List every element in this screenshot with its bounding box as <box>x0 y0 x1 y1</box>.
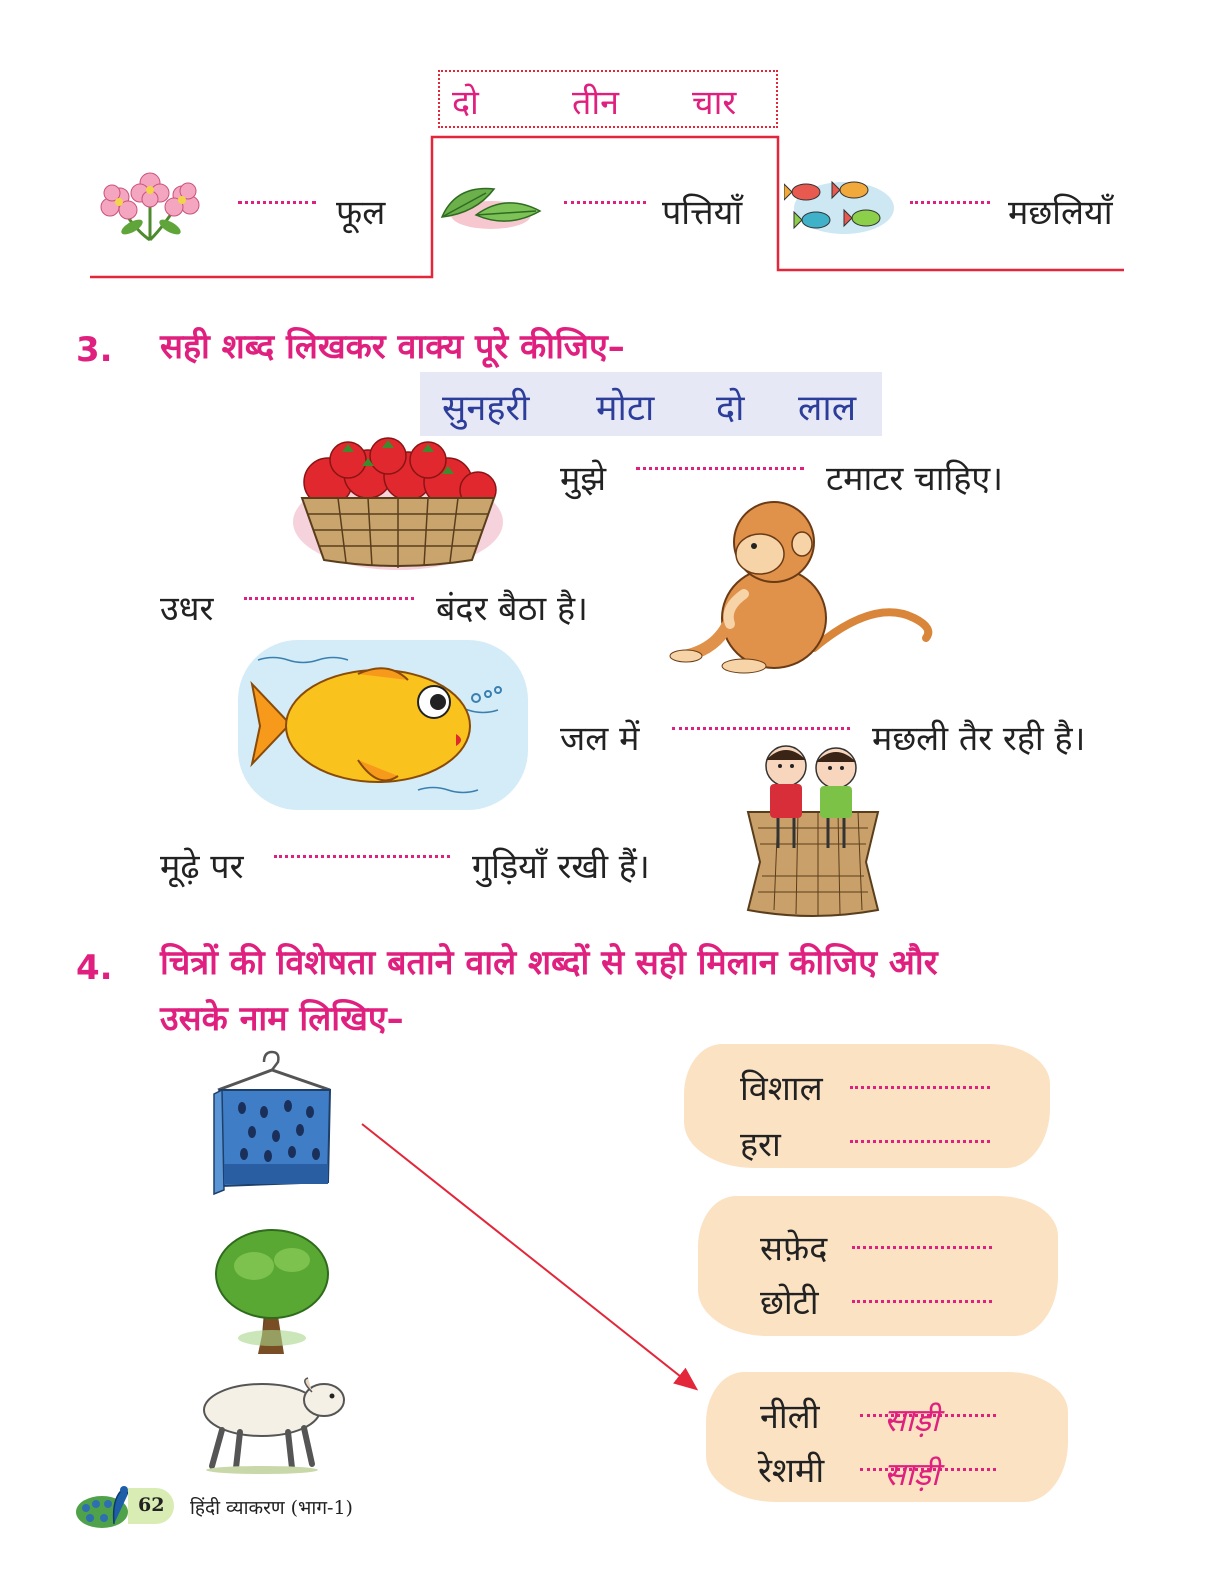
match-group-2 <box>698 1196 1058 1336</box>
sentence-3-after: मछली तैर रही है। <box>872 719 1086 759</box>
answer-blank[interactable] <box>852 1246 992 1249</box>
answer-blank[interactable] <box>852 1300 992 1303</box>
sentence-2-after: बंदर बैठा है। <box>436 589 588 629</box>
word-option: सुनहरी <box>442 388 530 429</box>
book-title: हिंदी व्याकरण (भाग-1) <box>190 1497 353 1519</box>
word-option: तीन <box>572 83 620 123</box>
adjective-label: छोटी <box>760 1283 819 1323</box>
sentence-1-before: मुझे <box>560 459 607 499</box>
adjective-label: हरा <box>740 1125 781 1165</box>
question-number: 3. <box>76 330 113 370</box>
page-number: 62 <box>138 1494 165 1516</box>
sentence-2-before: उधर <box>160 589 214 629</box>
peacock-icon <box>74 1478 134 1532</box>
answer-blank[interactable] <box>850 1140 990 1143</box>
item-flower-label: फूल <box>336 193 386 233</box>
sentence-1-after: टमाटर चाहिए। <box>826 459 1004 499</box>
word-option: दो <box>716 388 745 429</box>
adjective-label: सफ़ेद <box>760 1229 828 1269</box>
question-title-line2: उसके नाम लिखिए– <box>160 999 404 1039</box>
word-option: चार <box>692 83 737 123</box>
sentence-4-before: मूढ़े पर <box>160 847 244 887</box>
word-option: लाल <box>798 388 857 429</box>
question-number: 4. <box>76 948 113 988</box>
item-leaves-label: पत्तियाँ <box>662 193 743 233</box>
sentence-4-after: गुड़ियाँ रखी हैं। <box>472 847 650 887</box>
question-title: सही शब्द लिखकर वाक्य पूरे कीजिए– <box>160 327 625 367</box>
adjective-label: रेशमी <box>758 1451 825 1491</box>
adjective-label: विशाल <box>740 1069 823 1109</box>
question-title-line1: चित्रों की विशेषता बताने वाले शब्दों से सही मिलान कीजिए और <box>160 943 938 983</box>
word-option: दो <box>452 83 479 123</box>
answer-blank[interactable] <box>850 1086 990 1089</box>
word-option: मोटा <box>596 388 655 429</box>
item-fishes-label: मछलियाँ <box>1008 193 1113 233</box>
handwritten-answer: साड़ी <box>884 1455 940 1493</box>
sentence-3-before: जल में <box>560 719 640 759</box>
adjective-label: नीली <box>760 1397 820 1437</box>
handwritten-answer: साड़ी <box>884 1401 940 1439</box>
page-number-badge <box>128 1488 174 1524</box>
match-group-1 <box>684 1044 1050 1168</box>
